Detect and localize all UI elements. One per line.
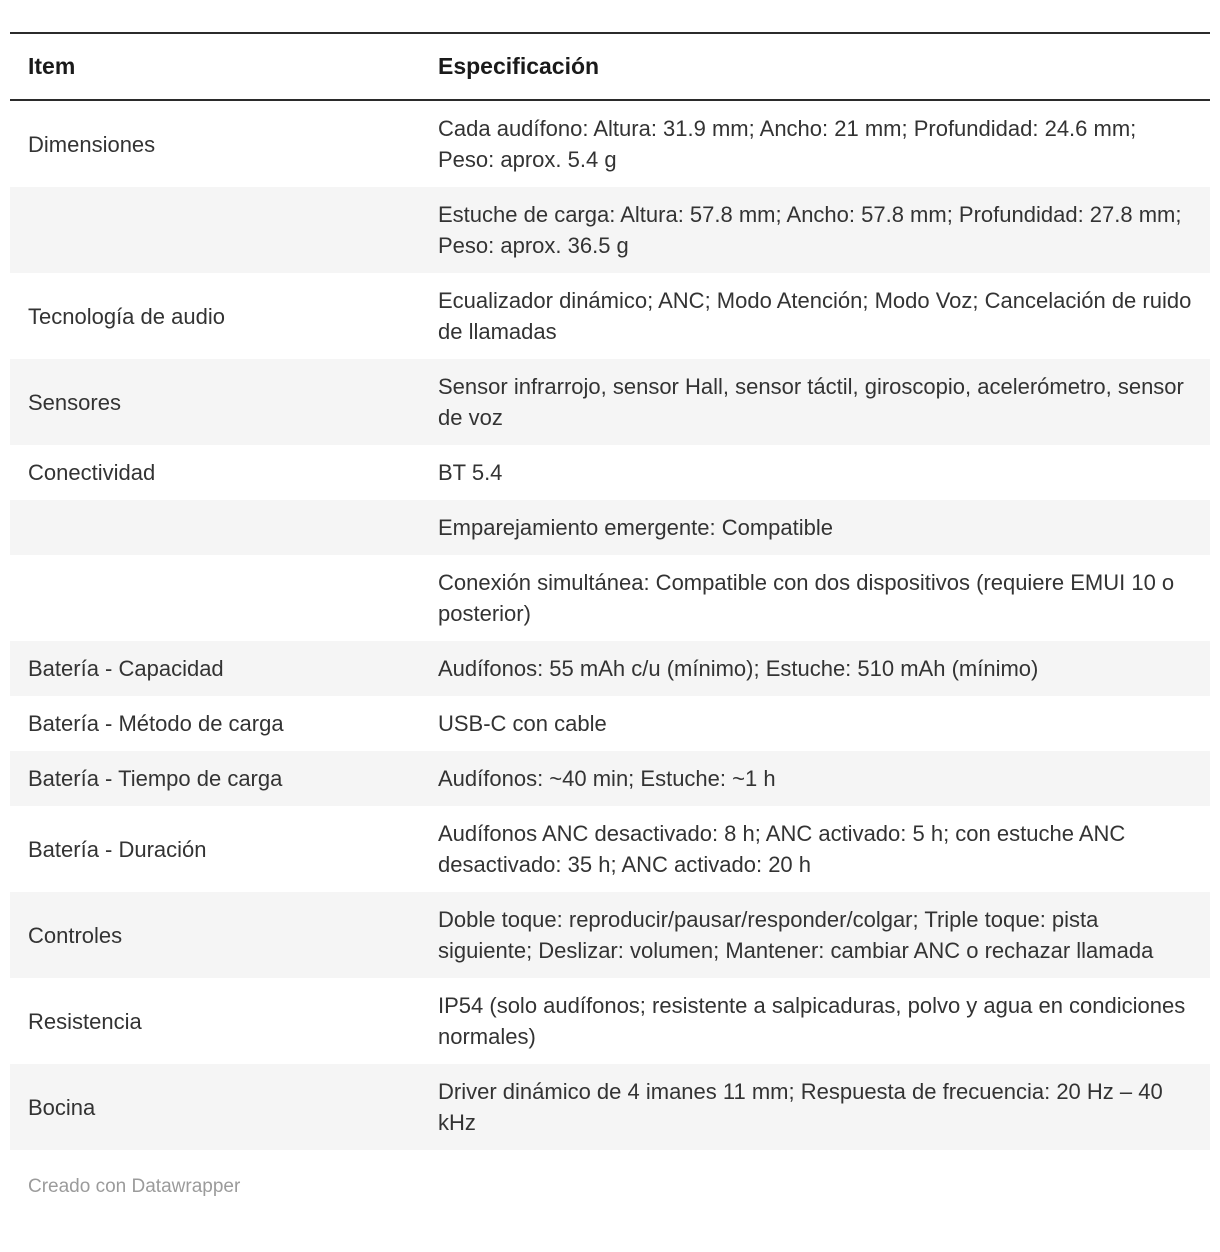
table-row <box>10 978 1210 1064</box>
row-item-cell <box>10 500 428 555</box>
table-row <box>10 100 1210 187</box>
row-item-cell: Tecnología de audio <box>28 303 225 329</box>
row-item-cell <box>10 555 428 641</box>
table-row <box>10 445 1210 500</box>
column-header-item: Item <box>10 33 428 100</box>
table-row <box>10 892 1210 978</box>
row-item-cell: Bocina <box>28 1094 96 1120</box>
row-spec-cell: Audífonos ANC desactivado: 8 h; ANC activado: 5 h; con estuche ANC desactivado: 35 h; ANC activado: 20 h <box>438 821 1126 877</box>
row-item-cell: Batería - Método de carga <box>28 711 284 736</box>
row-spec-cell: Audífonos: ~40 min; Estuche: ~1 h <box>438 766 776 791</box>
row-spec-cell: Driver dinámico de 4 imanes 11 mm; Respuesta de frecuencia: 20 Hz – 40 kHz <box>438 1079 1163 1135</box>
table-row <box>10 359 1210 445</box>
spec-table <box>10 32 1210 1150</box>
table-row <box>10 500 1210 555</box>
table-row <box>10 641 1210 696</box>
row-item-cell <box>10 187 428 273</box>
table-row <box>10 696 1210 751</box>
row-item-cell: Resistencia <box>28 1008 142 1034</box>
row-spec-cell: Cada audífono: Altura: 31.9 mm; Ancho: 21 mm; Profundidad: 24.6 mm; Peso: aprox. 5.4 g <box>438 116 1137 172</box>
table-row <box>10 1064 1210 1150</box>
datawrapper-credit: Creado con Datawrapper <box>28 1176 241 1197</box>
row-item-cell: Batería - Capacidad <box>28 656 224 681</box>
table-row <box>10 751 1210 806</box>
row-item-cell: Batería - Tiempo de carga <box>28 766 283 791</box>
table-head <box>10 33 1210 100</box>
table-row <box>10 187 1210 273</box>
row-spec-cell: BT 5.4 <box>438 460 503 485</box>
row-spec-cell: USB-C con cable <box>438 711 607 736</box>
row-spec-cell: Ecualizador dinámico; ANC; Modo Atención; Modo Voz; Cancelación de ruido de llamadas <box>438 288 1192 344</box>
table-row <box>10 273 1210 359</box>
row-spec-cell: Audífonos: 55 mAh c/u (mínimo); Estuche: 510 mAh (mínimo) <box>438 656 1039 681</box>
row-spec-cell: Emparejamiento emergente: Compatible <box>438 515 833 540</box>
row-item-cell: Batería - Duración <box>28 836 207 862</box>
row-spec-cell: Doble toque: reproducir/pausar/responder/colgar; Triple toque: pista siguiente; Deslizar: volumen; Mantener: cambiar ANC o rechazar llamada <box>438 907 1154 963</box>
row-spec-cell: Estuche de carga: Altura: 57.8 mm; Ancho: 57.8 mm; Profundidad: 27.8 mm; Peso: aprox. 36.5 g <box>438 202 1182 258</box>
table-body <box>10 100 1210 1150</box>
row-spec-cell: Sensor infrarrojo, sensor Hall, sensor táctil, giroscopio, acelerómetro, sensor de voz <box>438 374 1184 430</box>
table-row <box>10 555 1210 641</box>
row-item-cell: Dimensiones <box>28 131 156 157</box>
row-spec-cell: Conexión simultánea: Compatible con dos dispositivos (requiere EMUI 10 o posterior) <box>438 570 1175 626</box>
row-item-cell: Conectividad <box>28 460 156 485</box>
row-spec-cell: IP54 (solo audífonos; resistente a salpicaduras, polvo y agua en condiciones normales) <box>438 993 1186 1049</box>
table-header-row <box>10 33 1210 100</box>
row-item-cell: Controles <box>28 922 123 948</box>
column-header-especificacion: Especificación <box>428 33 1210 100</box>
table-row <box>10 806 1210 892</box>
row-item-cell: Sensores <box>28 389 121 415</box>
